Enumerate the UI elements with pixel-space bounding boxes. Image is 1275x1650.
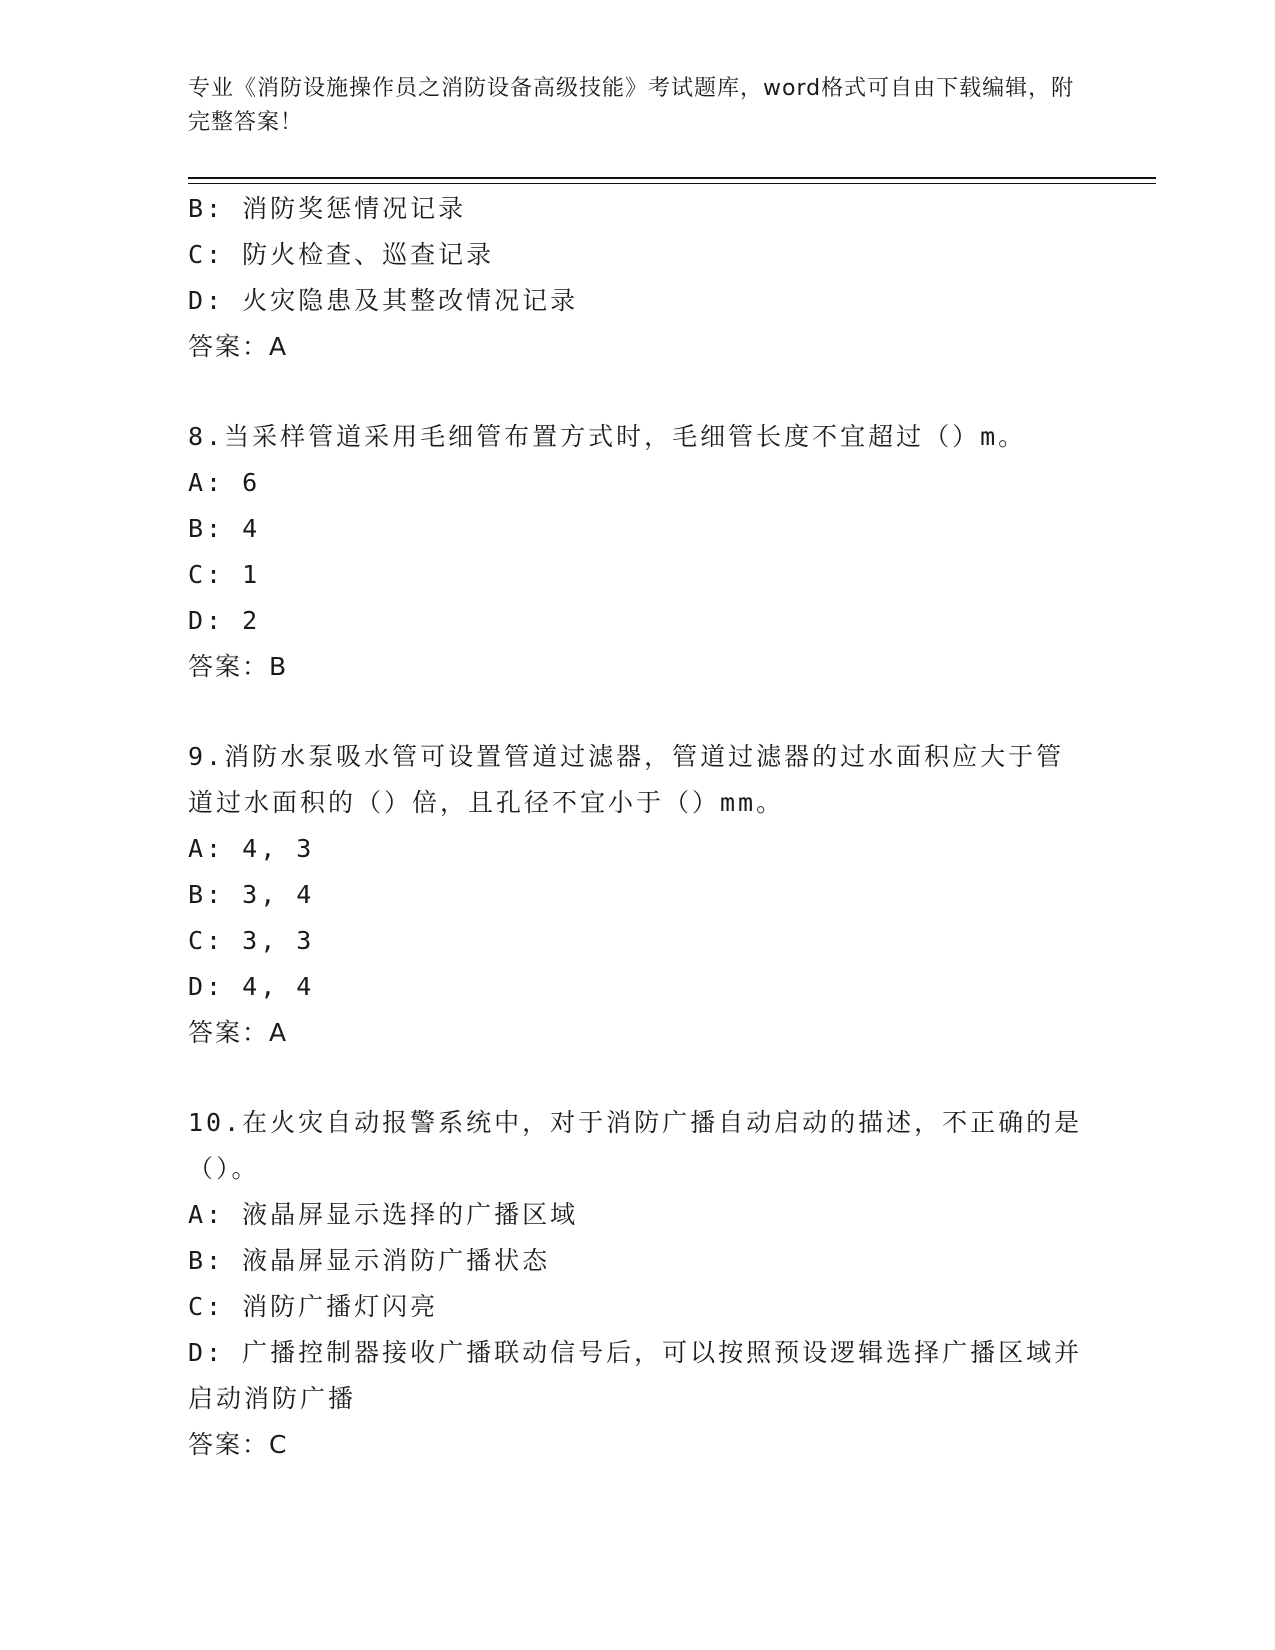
option-b: B: 消防奖惩情况记录 (188, 194, 467, 223)
question-text: 10.在火灾自动报警系统中，对于消防广播自动启动的描述，不正确的是（）。 (188, 1108, 1083, 1183)
option-c: C: 防火检查、巡查记录 (188, 240, 495, 269)
header-rule-thick (188, 177, 1156, 179)
option-b: B: 液晶屏显示消防广播状态 (188, 1246, 551, 1275)
answer-line: 答案：A (188, 1018, 289, 1047)
question-block-7 (188, 186, 1088, 370)
option-d: D: 4, 4 (188, 972, 315, 1001)
option-b: B: 4 (188, 514, 261, 543)
option-c: C: 1 (188, 560, 261, 589)
option-d: D: 广播控制器接收广播联动信号后，可以按照预设逻辑选择广播区域并启动消防广播 (188, 1338, 1083, 1413)
option-c: C: 3, 3 (188, 926, 315, 955)
option-b: B: 3, 4 (188, 880, 315, 909)
question-text: 9.消防水泵吸水管可设置管道过滤器，管道过滤器的过水面积应大于管道过水面积的（）倍，且孔径不宜小于（）mm。 (188, 742, 1065, 817)
option-a: A: 6 (188, 468, 261, 497)
option-d: D: 火灾隐患及其整改情况记录 (188, 286, 579, 315)
question-list (188, 186, 1088, 1512)
document-header: 专业《消防设施操作员之消防设备高级技能》考试题库，word格式可自由下载编辑，附完整答案！ (188, 76, 1075, 135)
answer-line: 答案：A (188, 332, 289, 361)
question-text: 8.当采样管道采用毛细管布置方式时，毛细管长度不宜超过（）m。 (188, 422, 1027, 451)
answer-line: 答案：B (188, 652, 289, 681)
option-a: A: 4, 3 (188, 834, 315, 863)
question-block-10 (188, 1100, 1088, 1468)
option-c: C: 消防广播灯闪亮 (188, 1292, 439, 1321)
question-block-8 (188, 414, 1088, 690)
option-a: A: 液晶屏显示选择的广播区域 (188, 1200, 579, 1229)
answer-line: 答案：C (188, 1430, 289, 1459)
question-block-9 (188, 734, 1088, 1056)
option-d: D: 2 (188, 606, 261, 635)
header-rule-thin (188, 183, 1156, 184)
